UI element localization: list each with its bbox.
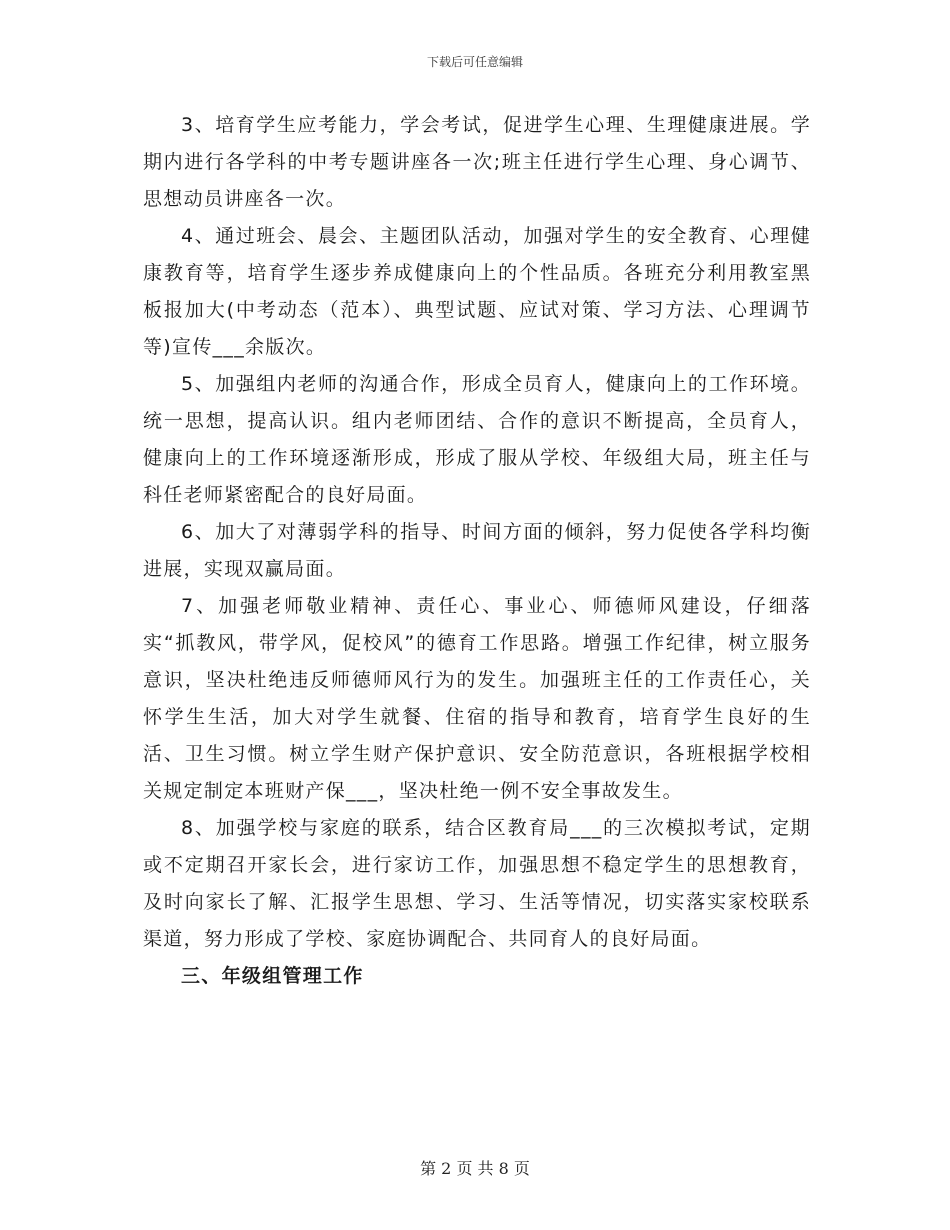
document-body bbox=[143, 107, 811, 995]
paragraph-3: 3、培育学生应考能力，学会考试，促进学生心理、生理健康进展。学期内进行各学科的中考专题讲座各一次;班主任进行学生心理、身心调节、思想动员讲座各一次。 bbox=[143, 114, 811, 210]
paragraph-5: 5、加强组内老师的沟通合作，形成全员育人，健康向上的工作环境。统一思想，提高认识。组内老师团结、合作的意识不断提高，全员育人，健康向上的工作环境逐渐形成，形成了服从学校、年级组大局，班主任与科任老师紧密配合的良好局面。 bbox=[143, 373, 811, 506]
page-header-note: 下载后可任意编辑 bbox=[426, 55, 523, 69]
paragraph-6: 6、加大了对薄弱学科的指导、时间方面的倾斜，努力促使各学科均衡进展，实现双赢局面。 bbox=[143, 521, 811, 580]
paragraph-7: 7、加强老师敬业精神、责任心、事业心、师德师风建设，仔细落实“抓教风，带学风，促校风”的德育工作思路。增强工作纪律，树立服务意识，坚决杜绝违反师德师风行为的发生。加强班主任的工作责任心，关怀学生生活，加大对学生就餐、住宿的指导和教育，培育学生良好的生活、卫生习惯。树立学生财产保护意识、安全防范意识，各班根据学校相关规定制定本班财产保___，坚决杜绝一例不安全事故发生。 bbox=[143, 595, 811, 802]
paragraph-8: 8、加强学校与家庭的联系，结合区教育局___的三次模拟考试，定期或不定期召开家长会，进行家访工作，加强思想不稳定学生的思想教育，及时向家长了解、汇报学生思想、学习、生活等情况，切实落实家校联系渠道，努力形成了学校、家庭协调配合、共同育人的良好局面。 bbox=[143, 817, 811, 950]
section-heading: 三、年级组管理工作 bbox=[181, 965, 364, 987]
paragraph-4: 4、通过班会、晨会、主题团队活动，加强对学生的安全教育、心理健康教育等，培育学生逐步养成健康向上的个性品质。各班充分利用教室黑板报加大(中考动态（范本）、典型试题、应试对策、学习方法、心理调节等)宣传___余版次。 bbox=[143, 225, 811, 358]
page-number: 第 2 页 共 8 页 bbox=[420, 1159, 530, 1178]
